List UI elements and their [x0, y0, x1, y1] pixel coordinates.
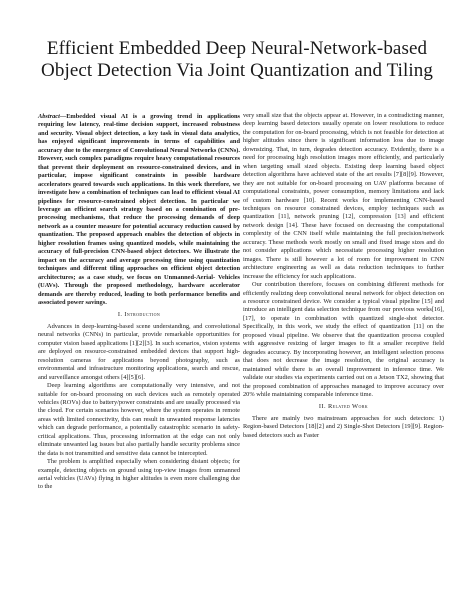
intro-paragraph-4: Our contribution therefore, focuses on combining different methods for efficiently realizing deep convolutional neural network for object detection on a resource constrained device. We consider a typical visual pipeline [15] and introduce an intelligent data selection technique from our previous works[16], [17], to operate in combination with quantized single-shot detector. Specifically, in this work, we study the effect of quantization [11] on the proposed visual pipeline. We observe that the quantization process coupled with aggressive resizing of larger images to fit a smaller receptive field degrades accuracy. By incorporating however, an intelligent selection process that does not decrease the image resolution, the original accuracy is maintained while there is an overall improvement in inference time. We validate our studies via experiments carried out on a Jetson TX2, showing that the proposed combination of approaches managed to improve accuracy over 20% while maintaining comparable inference time. — [243, 281, 444, 398]
intro-paragraph-2: Deep learning algorithms are computationally very intensive, and not suitable for on-board processing on such devices such as remotely operated vehicles (ROVs) due to battery/power constraints and are usually processed via the cloud. For certain scenarios however, where the system operates in remote areas with limited connectivity, this can result in unwanted response latencies which can degrade performance, a potentially catastrophic scenario in safety-critical applications. Thus, processing information at the edge can not only eliminate unwanted lag issues but also partially handle security problems since the data is not transmitted and sensitive data cannot be intercepted. — [38, 382, 240, 457]
right-column — [243, 112, 444, 440]
section-heading-introduction: I. Introduction — [117, 311, 161, 319]
abstract-text: —Embedded visual AI is a growing trend in applications requiring low latency, real-time decision support, increased robustness and security. Visual object detection, a key task in visual data analytics, has enjoyed significant improvements in terms of capabilities and accuracy due to the emergence of Convolutional Neural Networks (CNNs). However, such complex paradigms require heavy computational resources that prevent their deployment on resource-constrained devices, and in particular, impose significant constraints in possible hardware accelerators geared towards such applications. In this work therefore, we investigate how a combination of techniques can lead to efficient visual AI pipelines for resource-constrained object detection. In particular we leverage an efficient search strategy based on a combination of pre-processing mechanisms, that reduce the processing demands of deep network as a counter measure for potential accuracy reduction caused by quantization. The proposed approach enables the detection of objects in higher resolution frames using quantized models, while maintaining the accuracy of full-precision CNN-based object detectors. We illustrate the impact on the accuracy and average processing time using quantization techniques and different tiling approaches on efficient object detection architectures; as a case study, we focus on Unmanned-Aerial- Vehicles (UAVs). Through the proposed methodology, hardware accelerator demands are thereby reduced, leading to both performance benefits and associated power savings. — [38, 113, 240, 306]
section-heading-related-work: II. Related Work — [318, 403, 369, 411]
intro-paragraph-3: The problem is amplified especially when considering distant objects; for example, detecting objects on ground using top-view images from unmanned aerial vehicles (UAVs) flying in higher altitudes is even more challenging due to the — [38, 458, 240, 491]
intro-paragraph-1: Advances in deep-learning-based scene understanding, and convolutional neural networks (CNNs) in particular, provide remarkable opportunities for computer vision based applications [1][2][3]. In such scenarios, vision systems are deployed on resource-constrained embedded devices that support high-resolution cameras for applications beyond photography, such as environmental and infrastructure monitoring applications, search and rescue, and surveillance amongst others [4][5][6]. — [38, 322, 240, 381]
intro-paragraph-3-continued: very small size that the objects appear at. However, in a contradicting manner, deep learning based detectors usually operate on lower resolutions to reduce the computation for on-board processing, which is not feasible for detection at higher altitudes since there is significant information loss due to image downsizing. That, in turn, degrades detection accuracy. Evidently, there is a need for processing high resolution images more efficiently, and particularly when targeting small sized objects. Existing deep learning based object detection algorithms have achieved state of the art results [7][8][9]. However, they are not suitable for on-board processing on UAV platforms because of computational constraints, power consumption, memory limitations and lack of custom hardware [10]. Recent works for implementing CNN-based techniques on resource constrained devices, employ techniques such as quantization [11], network pruning [12], compression [13] and efficient network design [14]. These have focused on decreasing the computational complexity of the CNN itself while maintaining the full precision/network accuracy. These methods work mostly on small and fixed image sizes and do not consider applications which necessitate processing higher resolution images. There is still however a lot of room for improvement in CNN architecture engineering as well as data reduction techniques to further increase the efficiency for such applications. — [243, 112, 444, 280]
left-column — [38, 113, 240, 492]
related-work-paragraph-1: There are mainly two mainstream approaches for such detectors: 1) Region-based Detectors [18][2] and 2) Single-Shot Detectors [19][9]. Region-based detectors such as Faster — [243, 414, 444, 439]
abstract — [38, 113, 240, 307]
abstract-label: Abstract — [38, 113, 60, 120]
paper-title: Efficient Embedded Deep Neural-Network-based Object Detection Via Joint Quantization and Tiling — [41, 38, 433, 81]
